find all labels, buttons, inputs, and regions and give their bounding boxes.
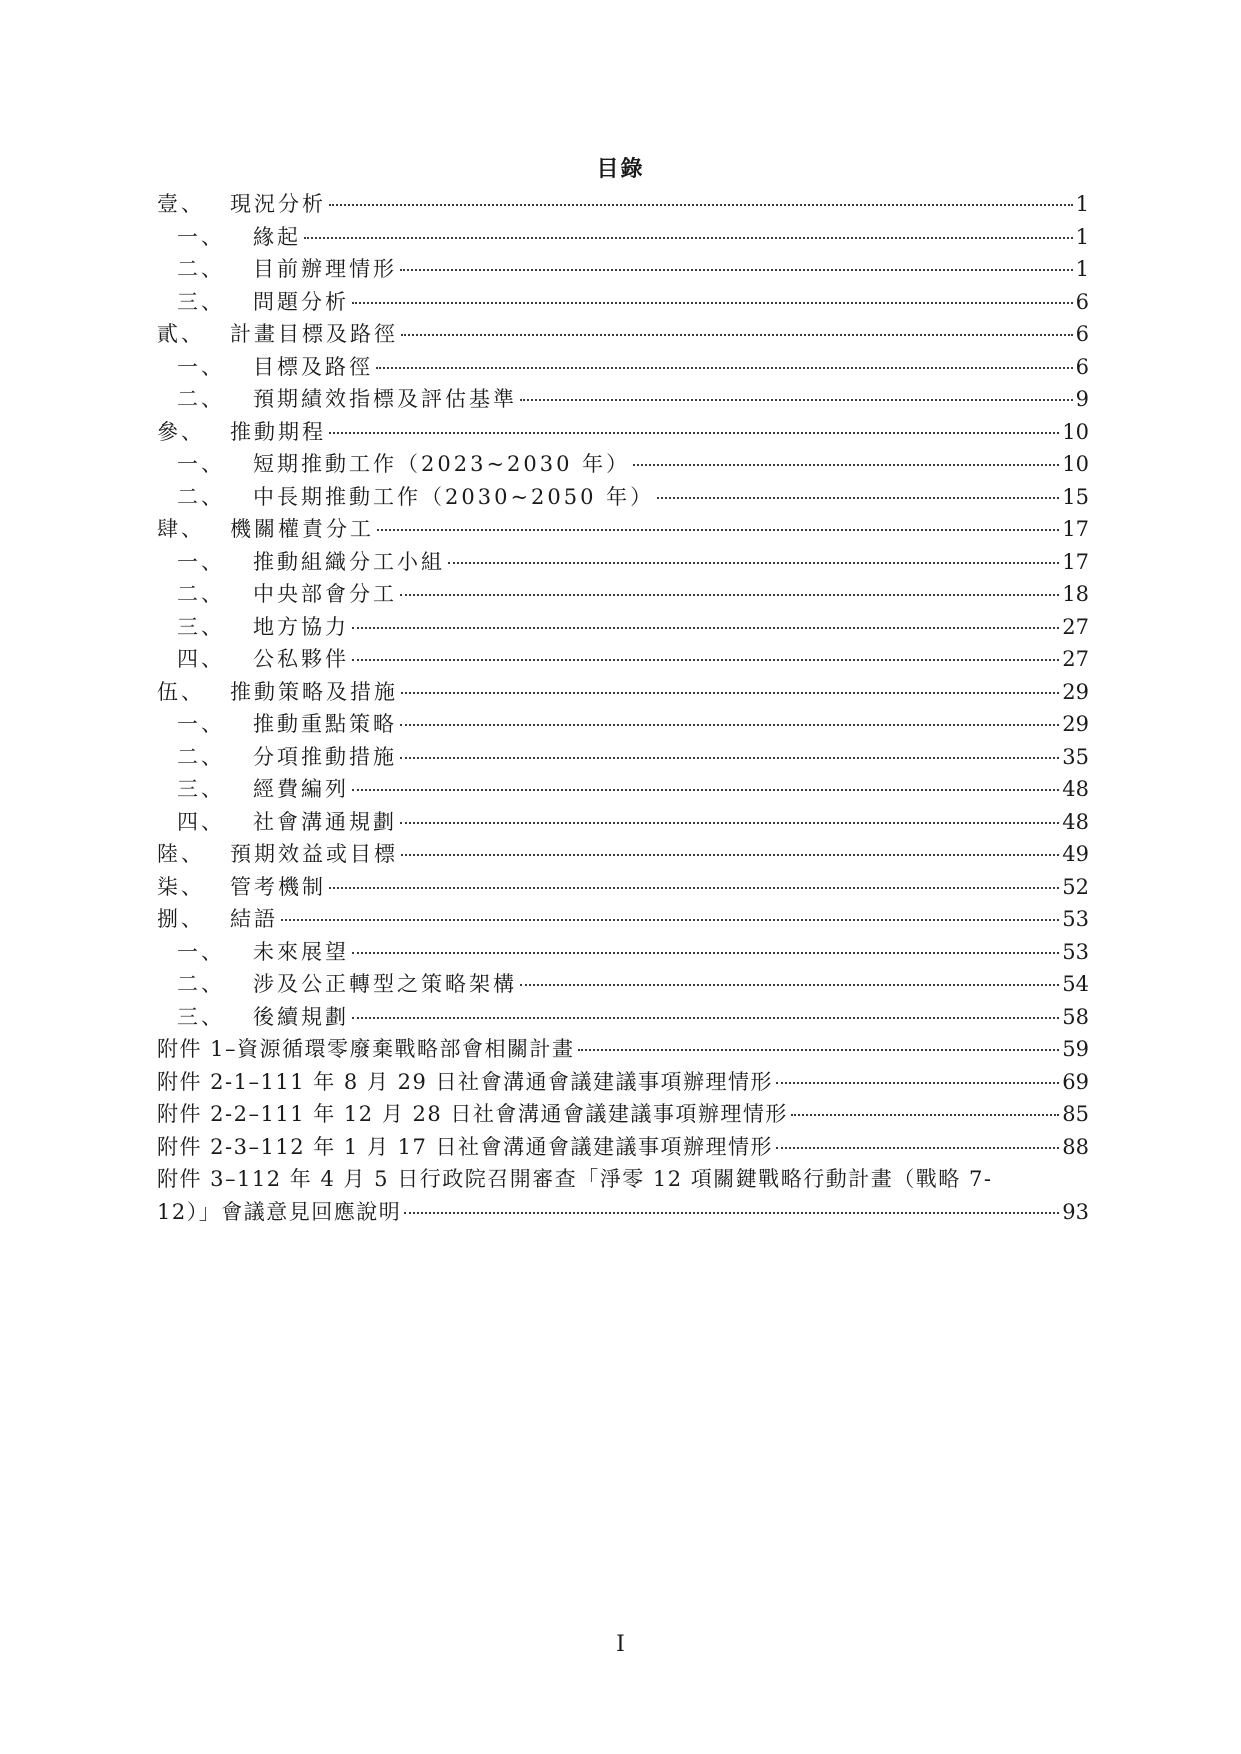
toc-section-entry[interactable] bbox=[157, 351, 1089, 384]
toc-entry-number: 參、 bbox=[157, 419, 205, 444]
toc-entry-number: 二、 bbox=[177, 744, 225, 769]
toc-entry-label: 附件 1–資源循環零廢棄戰略部會相關計畫 bbox=[157, 1037, 575, 1061]
toc-section-entry[interactable] bbox=[157, 936, 1089, 969]
toc-entry-page: 85 bbox=[1062, 1102, 1089, 1126]
toc-entry-label: 中央部會分工 bbox=[253, 582, 397, 606]
dot-leader bbox=[520, 984, 1059, 986]
toc-chapter-entry[interactable] bbox=[157, 416, 1089, 449]
toc-entry-number: 二、 bbox=[177, 484, 225, 509]
toc-section-entry[interactable] bbox=[157, 968, 1089, 1001]
dot-leader bbox=[401, 334, 1073, 336]
toc-annex-entry[interactable] bbox=[157, 1163, 1089, 1196]
toc-entry-number: 一、 bbox=[177, 549, 225, 574]
toc-entry-label-line2: 12）」會議意見回應說明 bbox=[157, 1199, 402, 1224]
toc-entry-number: 柒、 bbox=[157, 874, 205, 899]
toc-entry-label: 後續規劃 bbox=[253, 1004, 349, 1029]
dot-leader bbox=[400, 724, 1059, 726]
toc-entry-label: 推動組織分工小組 bbox=[253, 549, 445, 574]
toc-entry-label: 分項推動措施 bbox=[253, 744, 397, 769]
dot-leader bbox=[377, 529, 1059, 531]
page-title: 目錄 bbox=[596, 156, 645, 182]
dot-leader bbox=[352, 789, 1059, 791]
toc-entry-number: 貳、 bbox=[157, 322, 205, 346]
toc-entry-number: 二、 bbox=[177, 387, 225, 411]
toc-entry-page: 59 bbox=[1062, 1037, 1089, 1061]
toc-section-entry[interactable] bbox=[157, 643, 1089, 676]
toc-entry-number: 四、 bbox=[177, 809, 225, 834]
toc-entry-page: 29 bbox=[1062, 679, 1089, 704]
toc-chapter-entry[interactable] bbox=[157, 871, 1089, 904]
dot-leader bbox=[329, 432, 1059, 434]
toc-section-entry[interactable] bbox=[157, 253, 1089, 286]
dot-leader bbox=[376, 367, 1073, 369]
toc-entry-label: 附件 2-2–111 年 12 月 28 日社會溝通會議建議事項辦理情形 bbox=[157, 1102, 788, 1126]
toc-entry-number: 三、 bbox=[177, 777, 225, 801]
toc-entry-number: 一、 bbox=[177, 224, 225, 249]
toc-entry-number: 伍、 bbox=[157, 679, 205, 704]
toc-entry-page: 17 bbox=[1062, 517, 1089, 541]
toc-entry-label: 目前辦理情形 bbox=[253, 257, 397, 281]
toc-entry-number: 二、 bbox=[177, 582, 225, 606]
toc-section-entry[interactable] bbox=[157, 806, 1089, 839]
toc-entry-number: 三、 bbox=[177, 289, 225, 314]
toc-chapter-entry[interactable] bbox=[157, 676, 1089, 709]
dot-leader bbox=[520, 399, 1073, 401]
toc-entry-label: 涉及公正轉型之策略架構 bbox=[253, 972, 517, 996]
toc-entry-page: 18 bbox=[1062, 582, 1089, 606]
dot-leader bbox=[400, 822, 1059, 824]
toc-entry-page: 35 bbox=[1062, 744, 1089, 769]
toc-entry-page: 17 bbox=[1062, 549, 1089, 574]
toc-section-entry[interactable] bbox=[157, 708, 1089, 741]
toc-chapter-entry[interactable] bbox=[157, 188, 1089, 221]
toc-entry-page: 1 bbox=[1075, 224, 1089, 249]
toc-section-entry[interactable] bbox=[157, 578, 1089, 611]
toc-chapter-entry[interactable] bbox=[157, 513, 1089, 546]
toc-entry-number: 一、 bbox=[177, 354, 225, 379]
toc-entry-number: 一、 bbox=[177, 939, 225, 964]
toc-entry-page: 27 bbox=[1062, 614, 1089, 639]
toc-entry-page: 6 bbox=[1075, 322, 1089, 346]
toc-entry-page: 58 bbox=[1062, 1004, 1089, 1029]
dot-leader bbox=[352, 302, 1073, 304]
toc-entry-number: 四、 bbox=[177, 647, 225, 671]
toc-chapter-entry[interactable] bbox=[157, 318, 1089, 351]
toc-entry-label: 推動期程 bbox=[230, 419, 326, 444]
toc-section-entry[interactable] bbox=[157, 611, 1089, 644]
toc-section-entry[interactable] bbox=[157, 1001, 1089, 1034]
toc-entry-page: 1 bbox=[1075, 192, 1089, 216]
toc-entry-label: 管考機制 bbox=[230, 874, 326, 899]
toc-entry-number: 三、 bbox=[177, 1004, 225, 1029]
toc-entry-number: 一、 bbox=[177, 712, 225, 736]
dot-leader bbox=[281, 919, 1059, 921]
toc-entry-label: 計畫目標及路徑 bbox=[230, 322, 398, 346]
toc-entry-label-line1: 附件 3–112 年 4 月 5 日行政院召開審查「淨零 12 項關鍵戰略行動計畫（戰略 7- bbox=[157, 1167, 993, 1191]
toc-entry-label: 中長期推動工作（2030~2050 年） bbox=[253, 484, 655, 509]
dot-leader bbox=[404, 1212, 1059, 1214]
toc-entry-number: 二、 bbox=[177, 257, 225, 281]
toc-entry-label: 目標及路徑 bbox=[253, 354, 373, 379]
dot-leader bbox=[401, 854, 1059, 856]
toc-entry-label: 推動重點策略 bbox=[253, 712, 397, 736]
dot-leader bbox=[633, 464, 1059, 466]
toc-annex-entry-continued[interactable] bbox=[157, 1196, 1089, 1229]
toc-entry-label: 問題分析 bbox=[253, 289, 349, 314]
toc-entry-page: 53 bbox=[1062, 939, 1089, 964]
toc-entry-label: 推動策略及措施 bbox=[230, 679, 398, 704]
dot-leader bbox=[578, 1049, 1060, 1051]
toc-entry-label: 社會溝通規劃 bbox=[253, 809, 397, 834]
toc-entry-label: 緣起 bbox=[253, 224, 301, 249]
dot-leader bbox=[329, 204, 1073, 206]
toc-entry-label: 現況分析 bbox=[230, 192, 326, 216]
toc-annex-entry[interactable] bbox=[157, 1033, 1089, 1066]
toc-entry-number: 捌、 bbox=[157, 907, 205, 931]
toc-entry-page: 52 bbox=[1062, 874, 1089, 899]
toc-entry-number: 二、 bbox=[177, 972, 225, 996]
toc-entry-label: 未來展望 bbox=[253, 939, 349, 964]
toc-section-entry[interactable] bbox=[157, 448, 1089, 481]
toc-entry-label: 附件 2-3–112 年 1 月 17 日社會溝通會議建議事項辦理情形 bbox=[157, 1134, 774, 1159]
dot-leader bbox=[776, 1082, 1059, 1084]
toc-annex-entry[interactable] bbox=[157, 1098, 1089, 1131]
toc-entry-page: 69 bbox=[1062, 1069, 1089, 1094]
dot-leader bbox=[352, 627, 1059, 629]
toc-entry-label: 預期效益或目標 bbox=[230, 842, 398, 866]
toc-entry-page: 29 bbox=[1062, 712, 1089, 736]
dot-leader bbox=[400, 594, 1059, 596]
dot-leader bbox=[352, 659, 1059, 661]
table-of-contents bbox=[157, 188, 1089, 1228]
toc-entry-page: 53 bbox=[1062, 907, 1089, 931]
toc-entry-label: 經費編列 bbox=[253, 777, 349, 801]
dot-leader bbox=[400, 269, 1073, 271]
dot-leader bbox=[791, 1114, 1059, 1116]
toc-section-entry[interactable] bbox=[157, 286, 1089, 319]
toc-section-entry[interactable] bbox=[157, 221, 1089, 254]
toc-entry-label: 短期推動工作（2023~2030 年） bbox=[253, 452, 631, 476]
toc-annex-entry[interactable] bbox=[157, 1066, 1089, 1099]
dot-leader bbox=[776, 1147, 1059, 1149]
dot-leader bbox=[448, 562, 1059, 564]
toc-entry-page: 27 bbox=[1062, 647, 1089, 671]
toc-entry-label: 預期績效指標及評估基準 bbox=[253, 387, 517, 411]
toc-chapter-entry[interactable] bbox=[157, 838, 1089, 871]
toc-section-entry[interactable] bbox=[157, 383, 1089, 416]
dot-leader bbox=[352, 952, 1059, 954]
toc-entry-page: 1 bbox=[1075, 257, 1089, 281]
toc-entry-page: 9 bbox=[1075, 387, 1089, 411]
dot-leader bbox=[329, 887, 1059, 889]
dot-leader bbox=[304, 237, 1073, 239]
toc-entry-page: 10 bbox=[1062, 419, 1089, 444]
toc-entry-page: 15 bbox=[1062, 484, 1089, 509]
page-number: I bbox=[616, 1632, 625, 1657]
toc-entry-page: 6 bbox=[1075, 354, 1089, 379]
toc-entry-page: 6 bbox=[1075, 289, 1089, 314]
toc-entry-label: 地方協力 bbox=[253, 614, 349, 639]
dot-leader bbox=[657, 497, 1059, 499]
toc-entry-page: 88 bbox=[1062, 1134, 1089, 1159]
dot-leader bbox=[352, 1017, 1059, 1019]
toc-entry-label: 機關權責分工 bbox=[230, 517, 374, 541]
toc-entry-number: 陸、 bbox=[157, 842, 205, 866]
toc-entry-page: 48 bbox=[1062, 809, 1089, 834]
toc-entry-page: 10 bbox=[1062, 452, 1089, 476]
toc-entry-label: 公私夥伴 bbox=[253, 647, 349, 671]
toc-section-entry[interactable] bbox=[157, 773, 1089, 806]
toc-section-entry[interactable] bbox=[157, 741, 1089, 774]
toc-entry-page: 48 bbox=[1062, 777, 1089, 801]
dot-leader bbox=[400, 757, 1059, 759]
toc-entry-page: 93 bbox=[1062, 1199, 1089, 1224]
toc-entry-number: 三、 bbox=[177, 614, 225, 639]
dot-leader bbox=[401, 692, 1059, 694]
toc-entry-number: 壹、 bbox=[157, 192, 205, 216]
toc-entry-number: 一、 bbox=[177, 452, 225, 476]
toc-entry-page: 54 bbox=[1062, 972, 1089, 996]
toc-annex-entry[interactable] bbox=[157, 1131, 1089, 1164]
toc-section-entry[interactable] bbox=[157, 481, 1089, 514]
toc-section-entry[interactable] bbox=[157, 546, 1089, 579]
toc-entry-label: 附件 2-1–111 年 8 月 29 日社會溝通會議建議事項辦理情形 bbox=[157, 1069, 774, 1094]
toc-entry-number: 肆、 bbox=[157, 517, 205, 541]
toc-entry-page: 49 bbox=[1062, 842, 1089, 866]
toc-entry-label: 結語 bbox=[230, 907, 278, 931]
toc-chapter-entry[interactable] bbox=[157, 903, 1089, 936]
